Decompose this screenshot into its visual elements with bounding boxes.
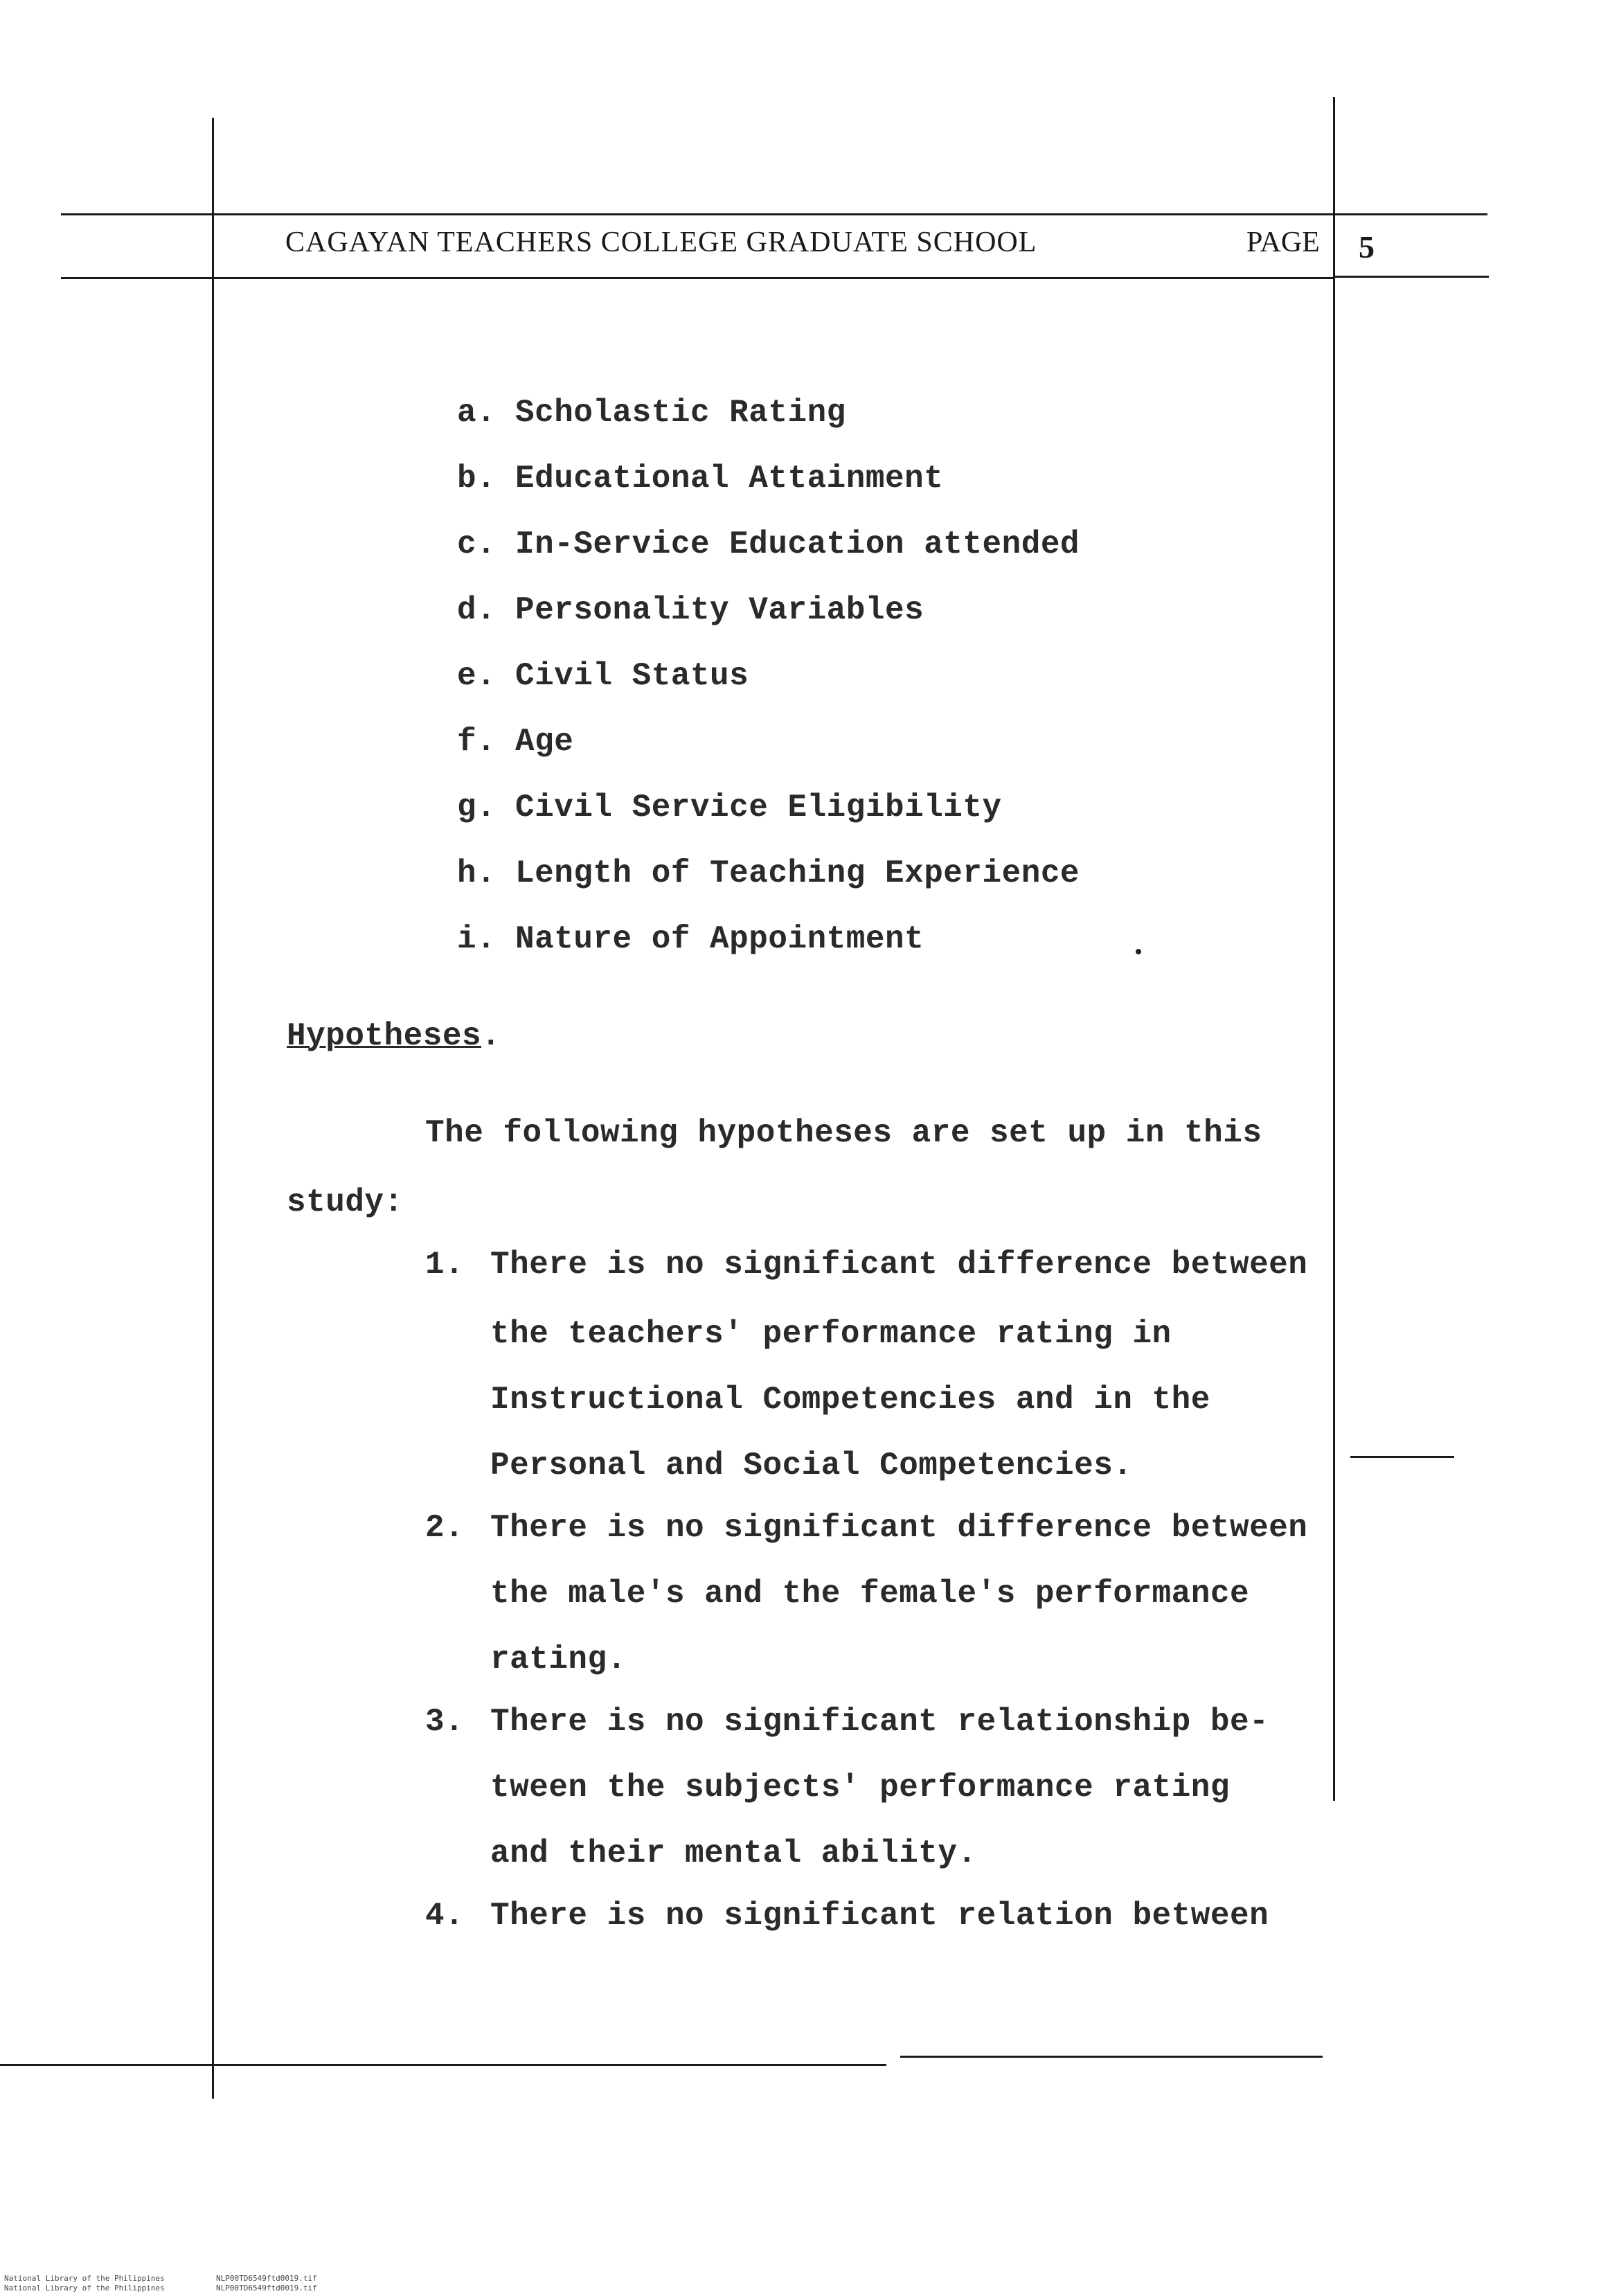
header-page-label: PAGE: [1246, 226, 1320, 258]
hypothesis-line: There is no significant difference between: [490, 1510, 1308, 1546]
variable-text: Length of Teaching Experience: [515, 855, 1080, 891]
hypothesis-line: Instructional Competencies and in the: [490, 1382, 1210, 1418]
variable-text: Nature of Appointment: [515, 921, 924, 957]
scan-speck: [1136, 949, 1141, 954]
variable-marker: i.: [457, 921, 497, 957]
footer-rule-left: [0, 2064, 886, 2066]
variable-text: Age: [515, 724, 574, 760]
header-top-rule: [61, 213, 1487, 215]
variable-item: [457, 921, 924, 957]
hypothesis-number: 2.: [425, 1510, 465, 1546]
footer-file-line-1: NLP00TD6549ftd0019.tif: [216, 2274, 317, 2283]
variable-item: [457, 461, 943, 497]
footer-library-line-1: National Library of the Philippines: [4, 2274, 165, 2283]
variable-text: Personality Variables: [515, 592, 924, 628]
variable-item: [457, 395, 846, 431]
header-page-number: 5: [1359, 229, 1375, 265]
header-bottom-rule: [61, 277, 1335, 279]
variable-marker: c.: [457, 526, 497, 562]
footer-library-line-2: National Library of the Philippines: [4, 2284, 165, 2293]
variable-marker: e.: [457, 658, 497, 694]
right-side-rule: [1350, 1456, 1454, 1458]
variable-item: [457, 526, 1080, 562]
variable-text: Educational Attainment: [515, 461, 944, 497]
footer-rule-right: [900, 2056, 1323, 2058]
variable-text: Civil Status: [515, 658, 749, 694]
variable-marker: d.: [457, 592, 497, 628]
hypothesis-line: and their mental ability.: [490, 1835, 977, 1871]
variable-text: Civil Service Eligibility: [515, 790, 1002, 826]
hypothesis-line: rating.: [490, 1641, 627, 1677]
hypothesis-number: 1.: [425, 1247, 465, 1283]
footer-file-line-2: NLP00TD6549ftd0019.tif: [216, 2284, 317, 2293]
page-number-underline: [1335, 276, 1489, 278]
intro-line-1: The following hypotheses are set up in this: [425, 1115, 1262, 1151]
variable-item: [457, 724, 573, 760]
hypothesis-number: 3.: [425, 1704, 465, 1740]
hypothesis-line: Personal and Social Competencies.: [490, 1448, 1133, 1484]
variable-text: Scholastic Rating: [515, 395, 846, 431]
variable-marker: b.: [457, 461, 497, 497]
hypothesis-line: There is no significant difference between: [490, 1247, 1308, 1283]
hypothesis-number: 4.: [425, 1898, 465, 1934]
variable-marker: h.: [457, 855, 497, 891]
hypothesis-line: the male's and the female's performance: [490, 1576, 1250, 1612]
left-margin-rule: [212, 118, 214, 2099]
header-title: CAGAYAN TEACHERS COLLEGE GRADUATE SCHOOL: [285, 226, 1037, 258]
variable-item: [457, 658, 749, 694]
intro-line-2: study:: [287, 1184, 404, 1220]
hypotheses-heading: Hypotheses: [287, 1018, 482, 1054]
variable-item: [457, 790, 1002, 826]
right-margin-rule: [1333, 97, 1335, 1801]
hypothesis-line: the teachers' performance rating in: [490, 1316, 1172, 1352]
variable-item: [457, 592, 924, 628]
hypothesis-line: There is no significant relationship be-: [490, 1704, 1269, 1740]
heading-period: .: [481, 1018, 501, 1054]
variable-marker: g.: [457, 790, 497, 826]
variable-item: [457, 855, 1080, 891]
section-heading: [287, 1018, 501, 1054]
variable-marker: a.: [457, 395, 497, 431]
variable-marker: f.: [457, 724, 497, 760]
hypothesis-line: tween the subjects' performance rating: [490, 1770, 1230, 1806]
hypothesis-line: There is no significant relation between: [490, 1898, 1269, 1934]
variable-text: In-Service Education attended: [515, 526, 1080, 562]
